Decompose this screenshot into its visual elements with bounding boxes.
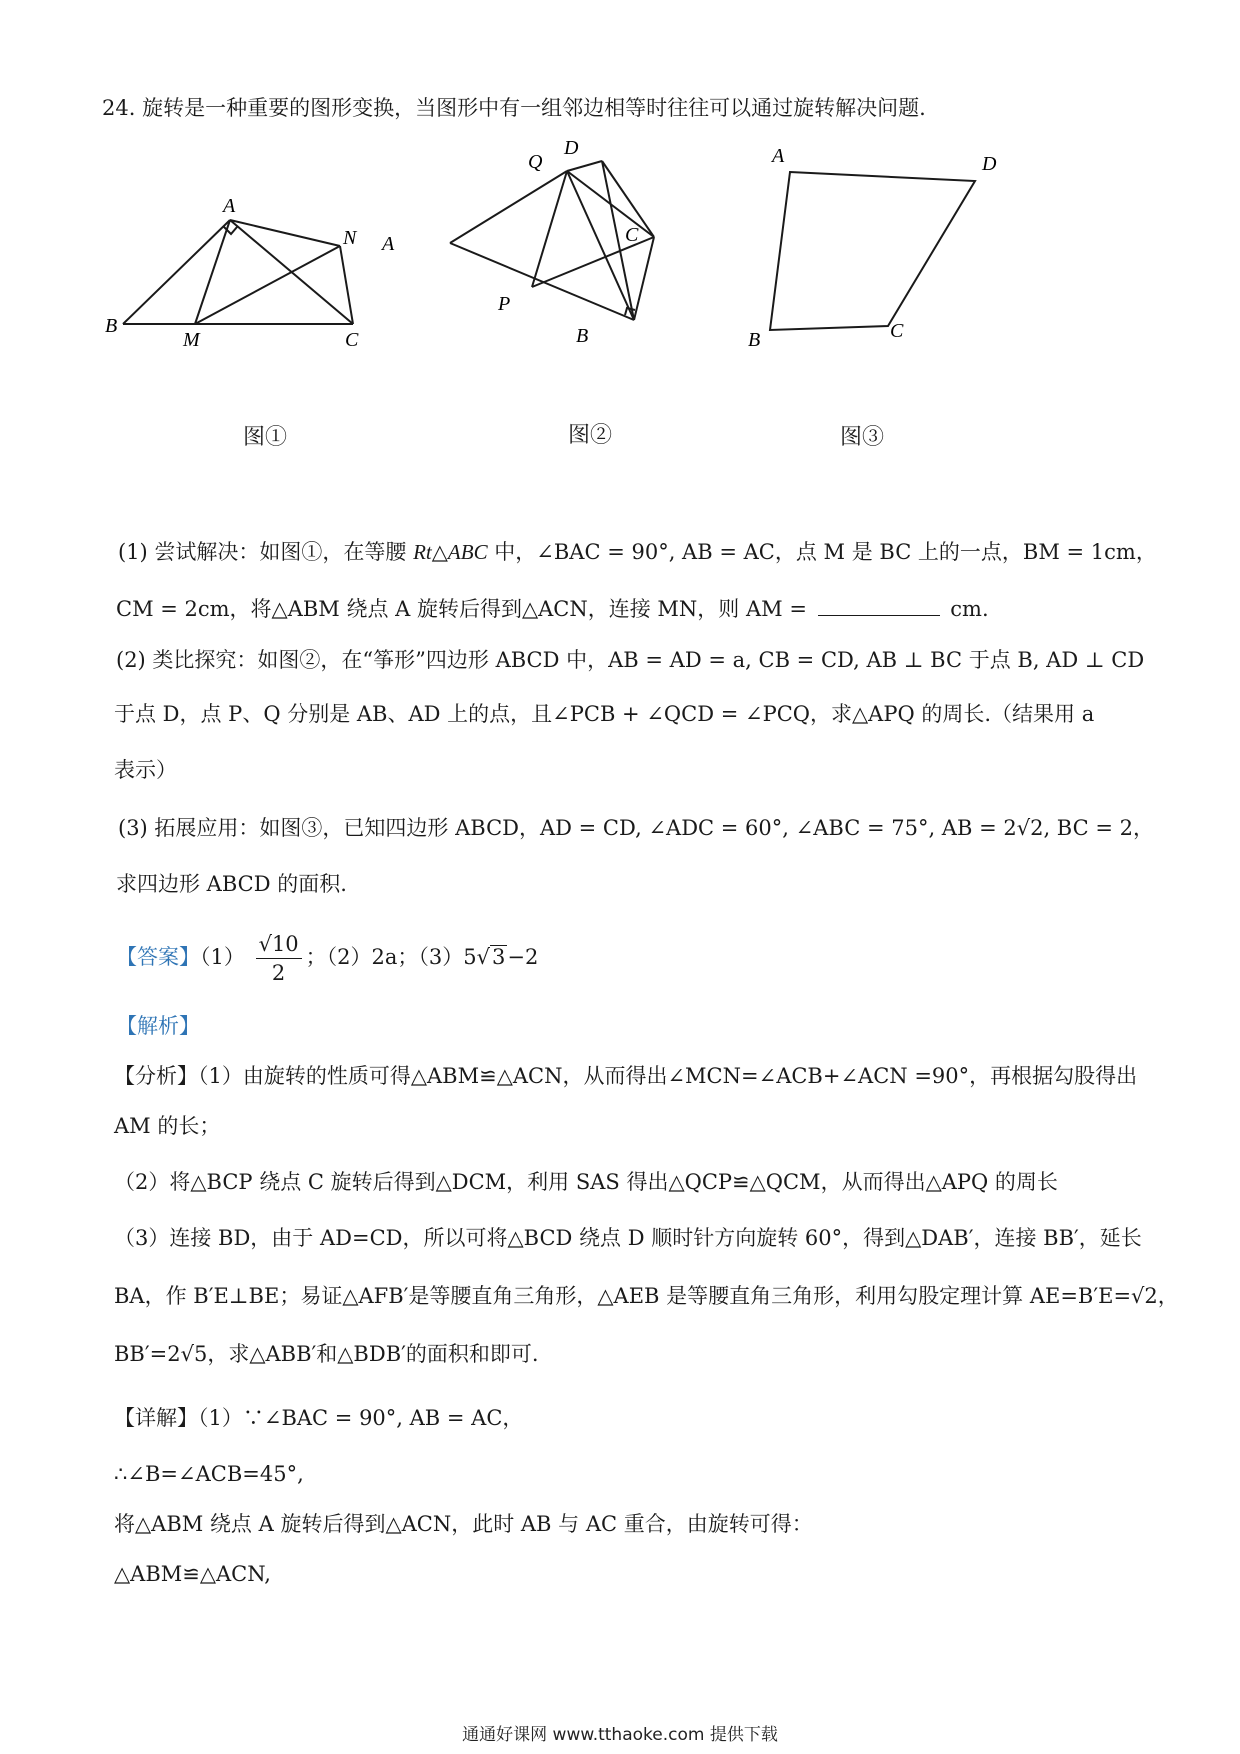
part3-line1: (3) 拓展应用：如图③，已知四边形 ABCD，AD = CD, ∠ADC = 60°, ∠ABC = 75°, AB = 2√2, BC = 2，: [118, 816, 1154, 840]
fenxi-line4: （3）连接 BD，由于 AD=CD，所以可将△BCD 绕点 D 顺时针方向旋转 60°，得到△DAB′，连接 BB′，延长: [114, 1226, 1142, 1250]
part2-line2: 于点 D，点 P、Q 分别是 AB、AD 上的点，且∠PCB + ∠QCD = ∠PCQ，求△APQ 的周长.（结果用 a: [114, 702, 1095, 726]
xiangjie-line1: 【详解】（1）∵∠BAC = 90°, AB = AC，: [114, 1406, 524, 1430]
fig1-label-C: C: [345, 329, 359, 351]
part1-line2: [116, 595, 989, 623]
fenxi-line6: BB′=2√5，求△ABB′和△BDB′的面积和即可.: [114, 1342, 539, 1366]
part2-line1: (2) 类比探究：如图②，在“筝形”四边形 ABCD 中，AB = AD = a, CB = CD, AB ⊥ BC 于点 B, AD ⊥ CD: [116, 648, 1145, 672]
fig1-label-B: B: [105, 315, 118, 337]
part1-line1-b: Rt△ABC: [413, 540, 488, 564]
fenxi-line3: （2）将△BCP 绕点 C 旋转后得到△DCM，利用 SAS 得出△QCP≌△QCM，从而得出△APQ 的周长: [114, 1170, 1058, 1194]
part1-line2-b: cm.: [950, 597, 989, 621]
figure-3: [740, 140, 1020, 355]
fig1-label-A: A: [223, 195, 236, 217]
part1-line1: [118, 538, 1157, 566]
answer-p2: ；（2）2a；（3）: [305, 945, 464, 969]
fig2-label-B: B: [576, 325, 589, 347]
fig1-label-N: N: [343, 227, 357, 249]
fenxi-line1: 【分析】（1）由旋转的性质可得△ABM≌△ACN，从而得出∠MCN=∠ACB+∠ACN =90°，再根据勾股得出: [114, 1064, 1138, 1088]
answer-line: 【答案】（1） $\frac{√10}{2}$ ；（2）2a；（3）5√3−2: [116, 932, 539, 985]
problem-intro: 24. 旋转是一种重要的图形变换，当图形中有一组邻边相等时往往可以通过旋转解决问题.: [102, 96, 926, 120]
xiangjie-line4: △ABM≌△ACN,: [114, 1562, 271, 1586]
fenxi-line5: BA，作 B′E⊥BE；易证△AFB′是等腰直角三角形，△AEB 是等腰直角三角形，利用勾股定理计算 AE=B′E=√2，: [114, 1284, 1179, 1308]
part2-line3: 表示）: [114, 758, 177, 782]
answer-fraction: [256, 930, 302, 987]
fig2-label-D: D: [564, 137, 579, 159]
fig2-label-Q: Q: [528, 151, 543, 173]
fenxi-line2: AM 的长；: [114, 1114, 221, 1138]
figure-3-caption: 图③: [840, 425, 885, 450]
fig3-label-C: C: [890, 320, 904, 342]
answer-tag: 【答案】: [116, 945, 200, 969]
figure-2: [382, 137, 720, 353]
answer-blank: [818, 597, 940, 616]
answer-fraction-numerator: √10: [256, 930, 302, 959]
answer-p3-radicand: 3: [492, 945, 506, 969]
fig2-label-P: P: [498, 293, 511, 315]
answer-fraction-denominator: 2: [271, 961, 286, 985]
figure-1-caption: 图①: [243, 425, 288, 450]
fig3-label-D: D: [982, 153, 997, 175]
part1-line1-c: 中，∠BAC = 90°, AB = AC，点 M 是 BC 上的一点，BM = 1cm，: [494, 540, 1157, 564]
xiangjie-line3: 将△ABM 绕点 A 旋转后得到△ACN，此时 AB 与 AC 重合，由旋转可得：: [114, 1512, 813, 1536]
fig2-label-A: A: [382, 233, 395, 255]
figure-1: [95, 190, 375, 360]
part3-line2: 求四边形 ABCD 的面积.: [116, 872, 347, 896]
part1-line1-a: (1) 尝试解决：如图①，在等腰: [118, 540, 407, 564]
answer-p3-tail: −2: [507, 945, 539, 969]
part1-line2-a: CM = 2cm，将△ABM 绕点 A 旋转后得到△ACN，连接 MN，则 AM =: [116, 597, 807, 621]
fig3-label-B: B: [748, 329, 761, 351]
analysis-tag: 【解析】: [116, 1014, 200, 1038]
answer-p1-prefix: （1）: [200, 945, 245, 969]
fig2-label-C: C: [625, 224, 639, 246]
figure-2-caption: 图②: [568, 423, 613, 448]
xiangjie-line2: ∴∠B=∠ACB=45°,: [114, 1462, 304, 1486]
page-footer: 通通好课网 www.tthaoke.com 提供下载: [462, 1725, 778, 1745]
answer-p3-coef: 5: [463, 945, 477, 969]
fig1-label-M: M: [183, 329, 200, 351]
fig3-label-A: A: [772, 145, 785, 167]
